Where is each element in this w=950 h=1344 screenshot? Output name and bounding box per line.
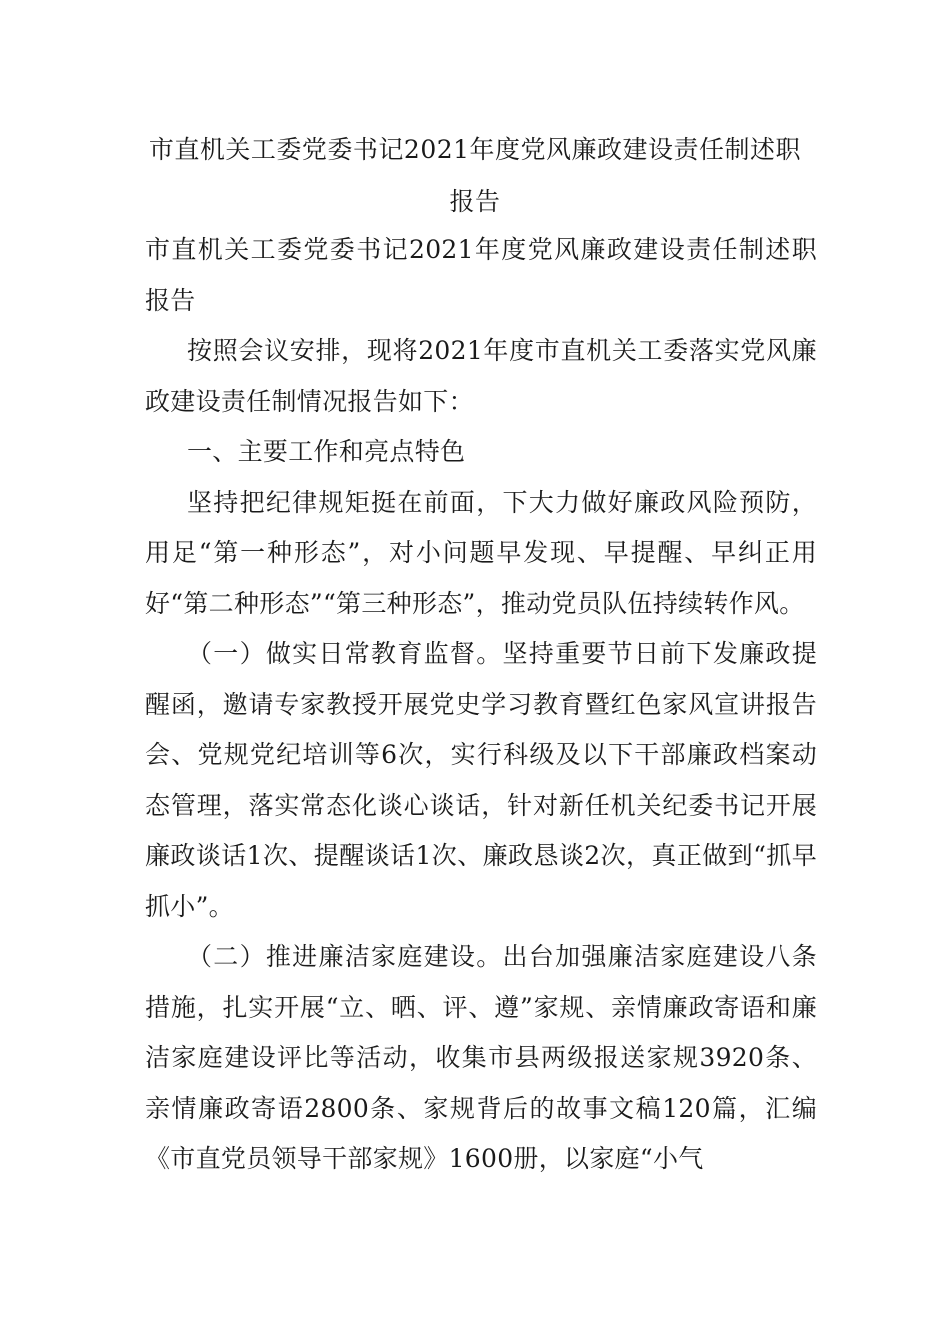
document-title-line-2: 报告 <box>449 187 501 216</box>
repeated-title-paragraph: 市直机关工委党委书记2021年度党风廉政建设责任制述职报告 <box>145 235 817 315</box>
document-title-line-1: 市直机关工委党委书记2021年度党风廉政建设责任制述职 <box>148 135 802 164</box>
intro-paragraph: 按照会议安排，现将2021年度市直机关工委落实党风廉政建设责任制情况报告如下： <box>145 336 817 416</box>
body-paragraph: （二）推进廉洁家庭建设。出台加强廉洁家庭建设八条措施，扎实开展“立、晒、评、遵”家规、亲情廉政寄语和廉洁家庭建设评比等活动，收集市县两级报送家规3920条、亲情廉政寄语2800条、家规背后的故事文稿120篇，汇编《市直党员领导干部家规》1600册，以家庭“小气 <box>145 942 817 1173</box>
section-heading: 一、主要工作和亮点特色 <box>187 437 466 466</box>
body-paragraph: （一）做实日常教育监督。坚持重要节日前下发廉政提醒函，邀请专家教授开展党史学习教育暨红色家风宣讲报告会、党规党纪培训等6次，实行科级及以下干部廉政档案动态管理，落实常态化谈心谈话，针对新任机关纪委书记开展廉政谈话1次、提醒谈话1次、廉政恳谈2次，真正做到“抓早抓小”。 <box>145 639 817 921</box>
document-body <box>145 225 817 1185</box>
body-paragraph: 坚持把纪律规矩挺在前面，下大力做好廉政风险预防，用足“第一种形态”，对小问题早发现、早提醒、早纠正用好“第二种形态”“第三种形态”，推动党员队伍持续转作风。 <box>145 487 817 618</box>
